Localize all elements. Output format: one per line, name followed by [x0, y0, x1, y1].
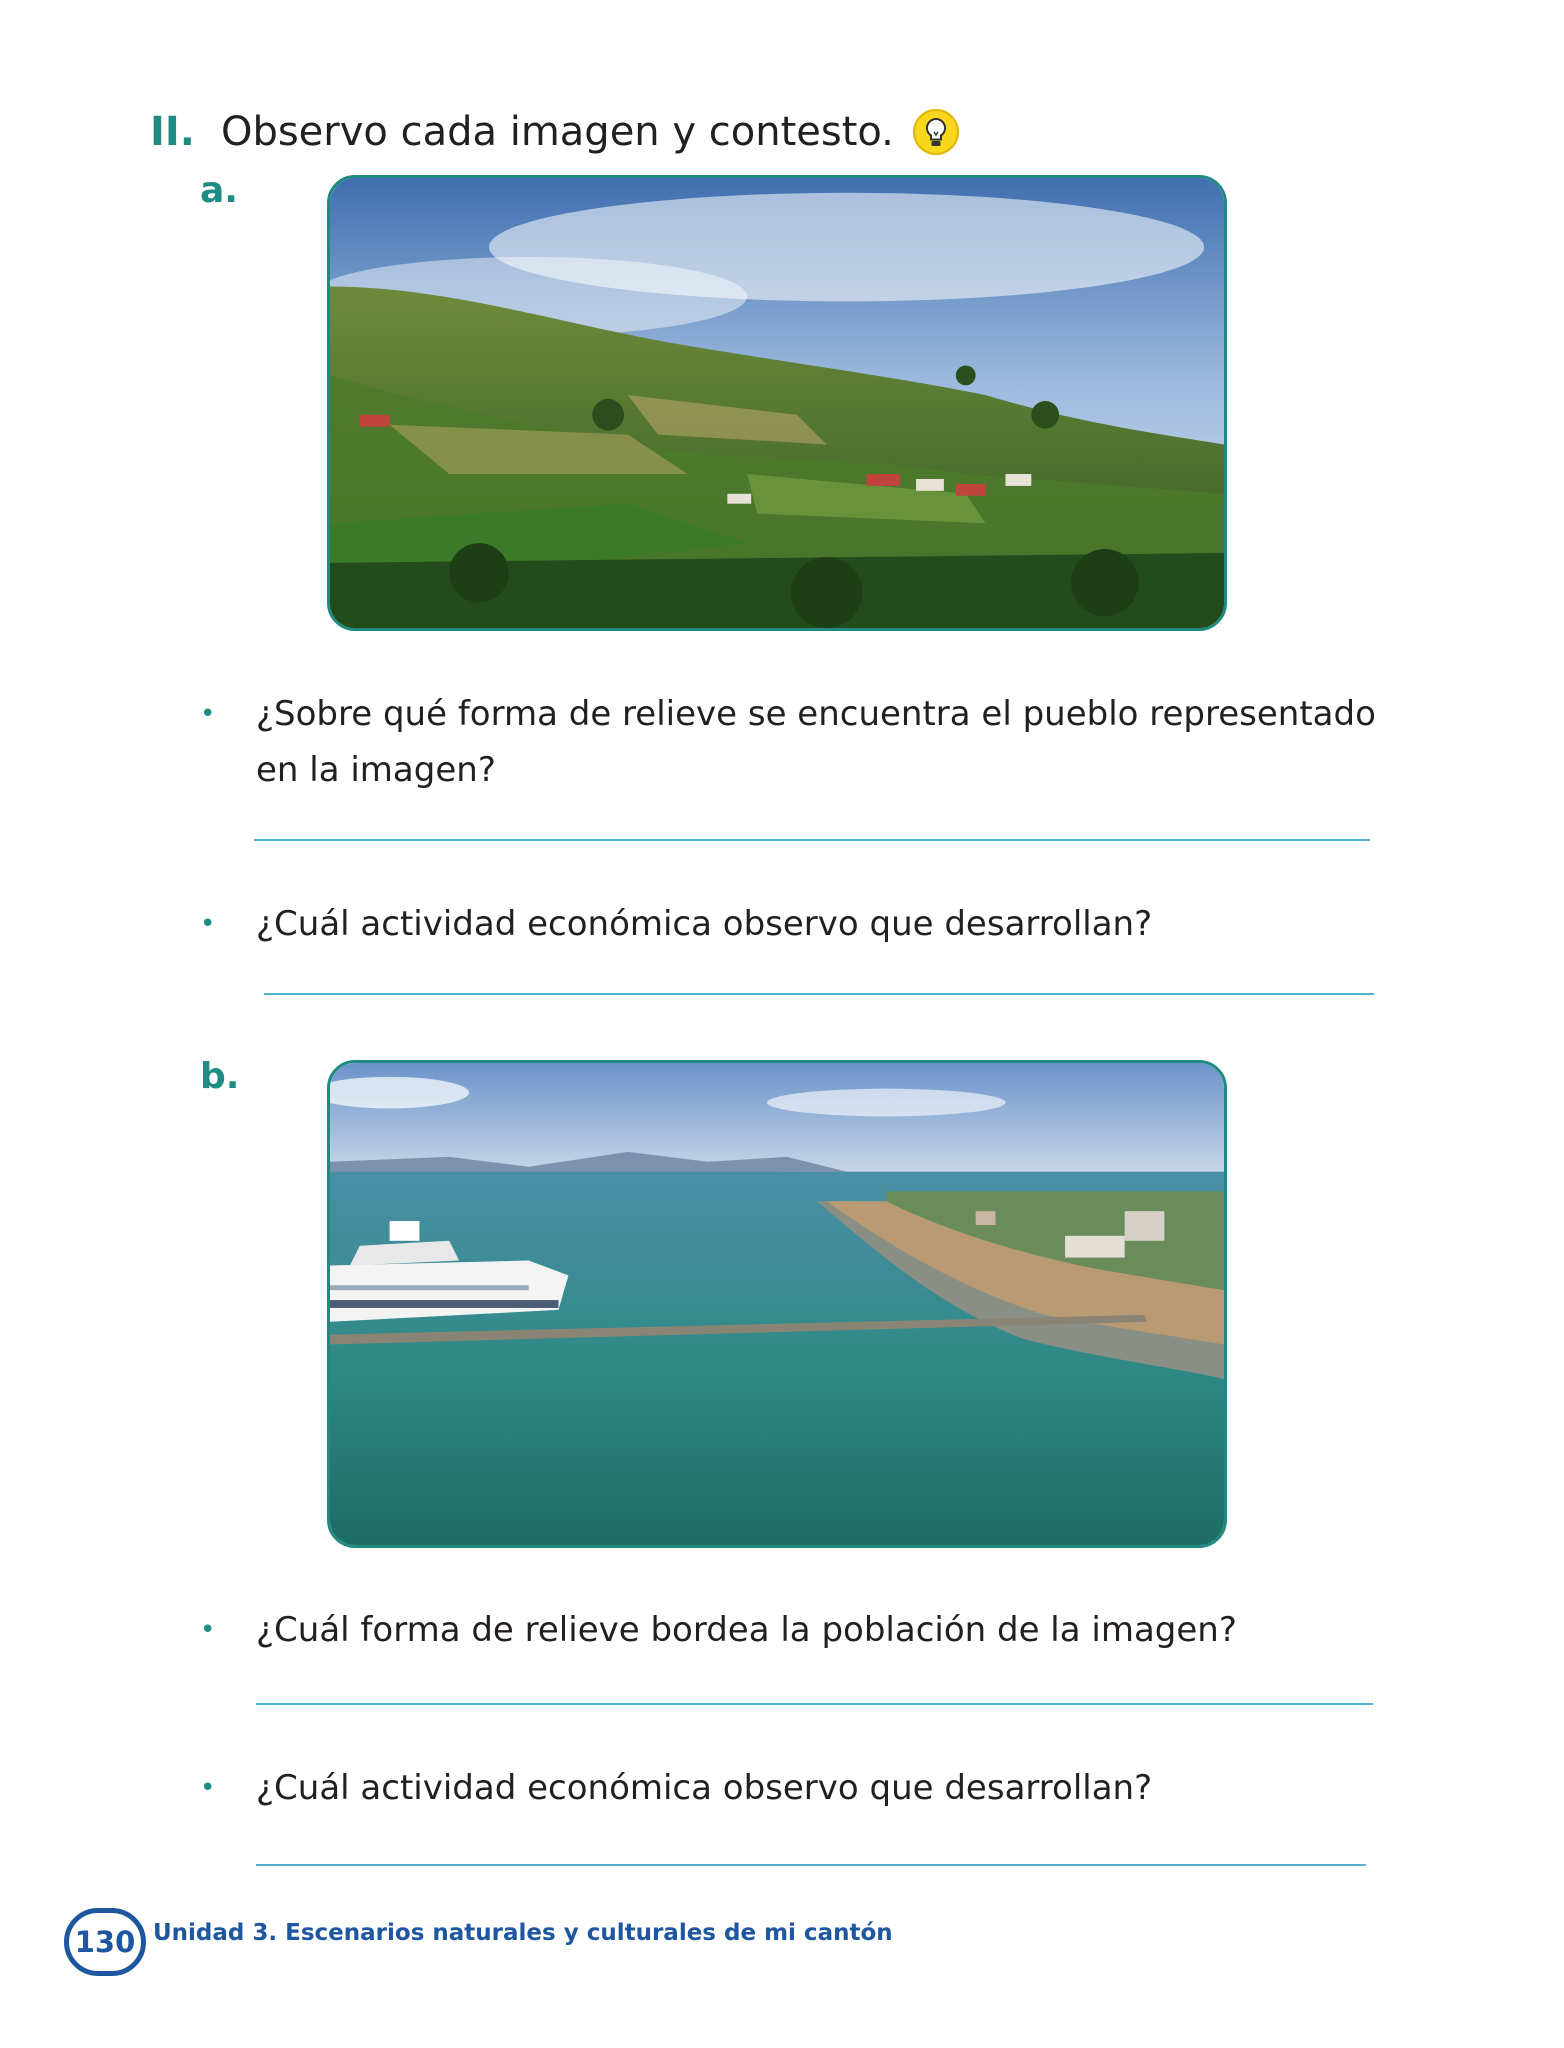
question-economy-a	[200, 896, 1380, 952]
question-text: ¿Sobre qué forma de relieve se encuentra el pueblo representado en la imagen?	[256, 694, 1376, 790]
bullet: •	[200, 699, 216, 729]
section-heading	[150, 100, 960, 164]
question-relief-a	[200, 686, 1380, 798]
answer-line[interactable]	[256, 1864, 1366, 1866]
hillside-town-photo	[327, 175, 1227, 631]
coastal-port-photo	[327, 1060, 1227, 1548]
question-text: ¿Cuál actividad económica observo que desarrollan?	[256, 1768, 1153, 1808]
section-numeral: II.	[150, 109, 195, 155]
question-economy-b	[200, 1760, 1380, 1816]
bullet: •	[200, 1773, 216, 1803]
item-a-letter: a.	[200, 170, 238, 211]
unit-title: Unidad 3. Escenarios naturales y culturales de mi cantón	[153, 1920, 893, 1946]
bullet: •	[200, 909, 216, 939]
question-text: ¿Cuál actividad económica observo que desarrollan?	[256, 904, 1153, 944]
question-relief-b	[200, 1602, 1380, 1658]
question-text: ¿Cuál forma de relieve bordea la población de la imagen?	[256, 1610, 1237, 1650]
item-b-letter: b.	[200, 1056, 240, 1097]
bullet: •	[200, 1615, 216, 1645]
lightbulb-icon	[912, 108, 960, 156]
page-number: 130	[64, 1908, 146, 1976]
answer-line[interactable]	[264, 993, 1374, 995]
section-instruction: Observo cada imagen y contesto.	[220, 109, 894, 155]
answer-line[interactable]	[254, 839, 1370, 841]
answer-line[interactable]	[256, 1703, 1373, 1705]
